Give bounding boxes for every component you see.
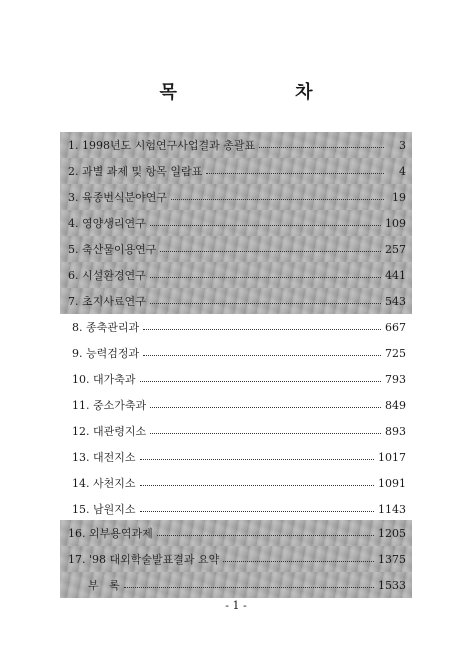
toc-entry-label: 16. 외부용역과제 bbox=[68, 527, 153, 540]
toc-entry-page: 793 bbox=[385, 372, 406, 386]
toc-entry-page: 441 bbox=[385, 268, 406, 282]
toc-entry-3[interactable] bbox=[60, 184, 412, 210]
toc-entry-label: 2. 과별 과제 및 항목 일람표 bbox=[68, 165, 203, 178]
toc-entry-page: 1205 bbox=[378, 526, 406, 540]
leader-dots bbox=[259, 146, 384, 148]
toc-entry-page: 1533 bbox=[378, 578, 406, 592]
toc-entry-page: 109 bbox=[385, 216, 406, 230]
toc-entry-page: 543 bbox=[385, 294, 406, 308]
toc-entry-label: 3. 육종번식분야연구 bbox=[68, 191, 167, 204]
toc-entry-label: 8. 종축관리과 bbox=[72, 321, 140, 334]
toc-entry-16[interactable] bbox=[60, 520, 412, 546]
toc-entry-11[interactable] bbox=[60, 392, 412, 418]
toc-entry-page: 849 bbox=[385, 398, 406, 412]
toc-entry-appendix[interactable] bbox=[60, 572, 412, 598]
page-title: 목 차 bbox=[159, 82, 369, 103]
toc-entry-8[interactable] bbox=[60, 314, 412, 340]
toc-entry-7[interactable] bbox=[60, 288, 412, 314]
toc-entry-page: 257 bbox=[385, 242, 406, 256]
leader-dots bbox=[140, 484, 375, 486]
leader-dots bbox=[124, 586, 374, 588]
toc-entry-label: 11. 중소가축과 bbox=[72, 399, 147, 412]
toc-entry-page: 1091 bbox=[378, 476, 406, 490]
toc-entry-label: 7. 초지사료연구 bbox=[68, 295, 146, 308]
leader-dots bbox=[143, 354, 381, 356]
toc-entry-page: 3 bbox=[399, 138, 406, 152]
toc-entry-page: 1143 bbox=[378, 502, 406, 516]
toc-entry-label: 9. 능력검정과 bbox=[72, 347, 140, 360]
leader-dots bbox=[150, 302, 381, 304]
leader-dots bbox=[150, 224, 381, 226]
toc-entry-label: 12. 대관령지소 bbox=[72, 425, 147, 438]
leader-dots bbox=[150, 276, 381, 278]
toc-entry-14[interactable] bbox=[60, 470, 412, 496]
toc-entry-13[interactable] bbox=[60, 444, 412, 470]
toc-entry-10[interactable] bbox=[60, 366, 412, 392]
toc-entry-page: 1375 bbox=[378, 552, 406, 566]
toc-entry-page: 4 bbox=[399, 164, 406, 178]
toc-entry-12[interactable] bbox=[60, 418, 412, 444]
toc-entry-label: 10. 대가축과 bbox=[72, 373, 136, 386]
leader-dots bbox=[160, 250, 381, 252]
toc-entry-15[interactable] bbox=[60, 496, 412, 522]
toc-entry-page: 725 bbox=[385, 346, 406, 360]
leader-dots bbox=[223, 560, 374, 562]
toc-entry-2[interactable] bbox=[60, 158, 412, 184]
toc-entry-label: 1. 1998년도 시험연구사업결과 총괄표 bbox=[68, 139, 256, 152]
leader-dots bbox=[171, 198, 384, 200]
page-number: - 1 - bbox=[225, 599, 247, 612]
toc-entry-label: 6. 시설환경연구 bbox=[68, 269, 146, 282]
leader-dots bbox=[143, 328, 381, 330]
leader-dots bbox=[140, 380, 382, 382]
leader-dots bbox=[157, 534, 374, 536]
leader-dots bbox=[150, 406, 381, 408]
toc-entry-9[interactable] bbox=[60, 340, 412, 366]
toc-entry-label: 부 록 bbox=[88, 579, 120, 592]
toc-entry-1[interactable] bbox=[60, 132, 412, 158]
toc-entry-label: 5. 축산물이용연구 bbox=[68, 243, 157, 256]
toc-entry-5[interactable] bbox=[60, 236, 412, 262]
toc-entry-page: 893 bbox=[385, 424, 406, 438]
toc-entry-6[interactable] bbox=[60, 262, 412, 288]
toc-entry-page: 1017 bbox=[378, 450, 406, 464]
toc-entry-label: 14. 사천지소 bbox=[72, 477, 136, 490]
toc-entry-17[interactable] bbox=[60, 546, 412, 572]
toc-entry-label: 17. '98 대외학술발표결과 요약 bbox=[68, 553, 220, 566]
toc-entry-4[interactable] bbox=[60, 210, 412, 236]
leader-dots bbox=[150, 432, 381, 434]
toc-entry-label: 15. 남원지소 bbox=[72, 503, 136, 516]
toc-entry-label: 13. 대전지소 bbox=[72, 451, 136, 464]
leader-dots bbox=[140, 510, 375, 512]
toc-entry-label: 4. 영양생리연구 bbox=[68, 217, 146, 230]
leader-dots bbox=[140, 458, 375, 460]
leader-dots bbox=[206, 172, 384, 174]
toc-entry-page: 19 bbox=[392, 190, 406, 204]
toc-entry-page: 667 bbox=[385, 320, 406, 334]
